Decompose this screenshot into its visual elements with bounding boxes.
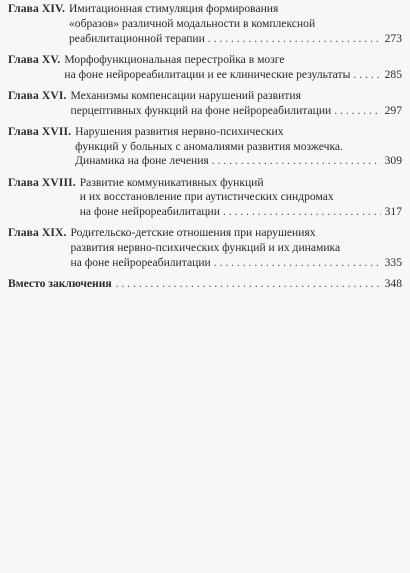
chapter-title-line: Имитационная стимуляция формирования: [69, 2, 279, 15]
chapter-title-line: Динамика на фоне лечения: [75, 154, 209, 168]
chapter-title-line: на фоне нейрореабилитации: [79, 205, 220, 219]
chapter-title-line: на фоне нейрореабилитации: [70, 255, 211, 269]
toc-entry-chapter-14: [8, 2, 402, 46]
page-number: 317: [384, 205, 402, 219]
chapter-title-line: перцептивных функций на фоне нейрореабилитации: [70, 103, 332, 117]
chapter-title: [80, 176, 402, 220]
dot-leader: [211, 256, 381, 271]
dot-leader: [331, 104, 380, 119]
chapter-title-line: Механизмы компенсации нарушений развития: [70, 88, 301, 102]
chapter-title-line: Нарушения развития нервно-психических: [75, 124, 284, 138]
dot-leader: [112, 277, 381, 292]
chapter-title-last-line: [64, 68, 402, 83]
chapter-title-line: Морфофункциональная перестройка в мозге: [64, 52, 285, 66]
conclusion-line: [8, 277, 402, 292]
chapter-title-last-line: [75, 154, 402, 169]
conclusion-title: Вместо заключения: [8, 277, 112, 291]
chapter-title-line: реабилитационной терапии: [69, 31, 205, 45]
chapter-number: Глава XV.: [8, 52, 61, 66]
page-number: 273: [384, 31, 402, 45]
chapter-title-line: на фоне нейрореабилитации и ее клинические результаты: [64, 67, 351, 81]
chapter-title: [70, 226, 402, 270]
chapter-title-last-line: [70, 256, 402, 271]
toc-entry-chapter-18: [8, 176, 402, 220]
chapter-number: Глава XVII.: [8, 124, 72, 138]
chapter-title: [64, 53, 402, 83]
chapter-title-line: «образов» различной модальности в комплексной: [69, 16, 316, 30]
toc-entry-chapter-16: [8, 89, 402, 119]
toc-entry-conclusion: [8, 277, 402, 292]
page-number: 309: [384, 154, 402, 168]
chapter-title-line: Родительско-детские отношения при нарушениях: [70, 226, 316, 240]
page-number: 348: [384, 277, 402, 291]
chapter-title: [69, 2, 402, 46]
dot-leader: [209, 154, 381, 169]
chapter-number: Глава XVIII.: [8, 175, 76, 189]
chapter-title: [70, 89, 402, 119]
toc-entry-chapter-15: [8, 53, 402, 83]
chapter-title-last-line: [80, 205, 402, 220]
page-number: 285: [384, 67, 402, 81]
chapter-number: Глава XVI.: [8, 88, 67, 102]
chapter-title: [75, 125, 402, 169]
chapter-title-last-line: [70, 104, 402, 119]
chapter-title-line: и их восстановление при аутистических синдромах: [79, 190, 334, 204]
toc-entry-chapter-19: [8, 226, 402, 270]
table-of-contents: [8, 2, 402, 298]
dot-leader: [205, 32, 381, 47]
chapter-title-line: функций у больных с аномалиями развития мозжечка.: [75, 139, 343, 153]
chapter-number: Глава XIV.: [8, 2, 65, 15]
page-number: 335: [384, 255, 402, 269]
dot-leader: [220, 205, 381, 220]
chapter-title-line: развития нервно-психических функций и их динамика: [70, 241, 341, 255]
page-number: 297: [384, 103, 402, 117]
dot-leader: [350, 68, 380, 83]
chapter-number: Глава XIX.: [8, 226, 67, 240]
toc-entry-chapter-17: [8, 125, 402, 169]
chapter-title-line: Развитие коммуникативных функций: [79, 175, 264, 189]
chapter-title-last-line: [69, 32, 402, 47]
